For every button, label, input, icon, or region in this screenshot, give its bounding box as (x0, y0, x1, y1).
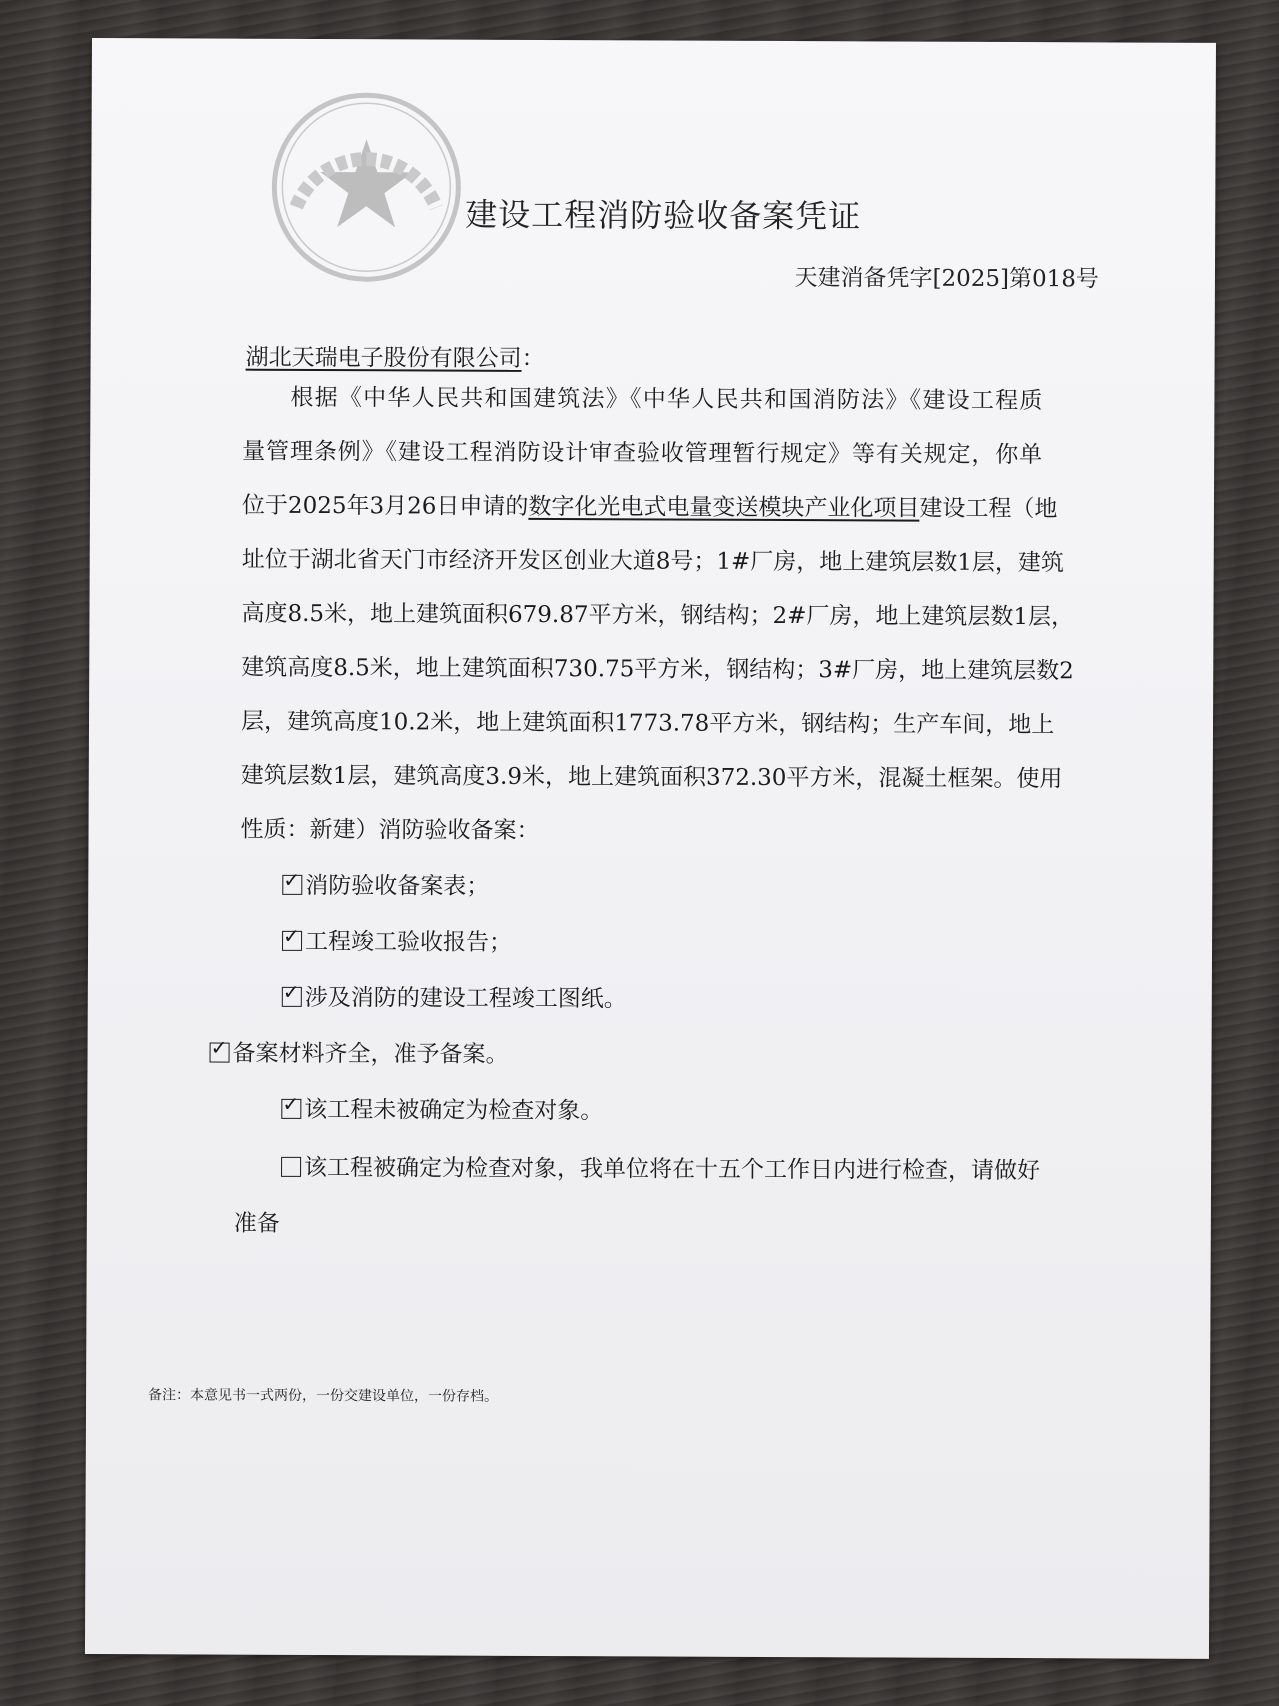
official-seal-star-icon (266, 87, 467, 288)
body-line-5: 高度8.5米，地上建筑面积679.87平方米，钢结构；2#厂房，地上建筑层数1层， (241, 600, 1075, 631)
checkbox-icon: ✓ (282, 875, 302, 895)
checklist-item-3: ✓ 涉及消防的建设工程竣工图纸。 (282, 979, 627, 1013)
checkbox-icon: ✓ (281, 1099, 301, 1119)
checkbox-icon: ✓ (282, 931, 302, 951)
body-line-8: 建筑层数1层，建筑高度3.9米，地上建筑面积372.30平方米，混凝土框架。使用 (240, 762, 1063, 793)
project-name: 数字化光电式电量变送模块产业化项目 (528, 493, 920, 522)
body-line-7: 层，建筑高度10.2米，地上建筑面积1773.78平方米，钢结构；生产车间，地上 (240, 708, 1055, 739)
checkbox-icon (281, 1157, 301, 1177)
body-line-9: 性质：新建）消防验收备案： (240, 816, 540, 844)
body-line-1: 根据《中华人民共和国建筑法》《中华人民共和国消防法》《建设工程质 (290, 384, 1043, 415)
document-number: 天建消备凭字[2025]第018号 (794, 265, 1100, 293)
addressee-colon: ： (521, 345, 545, 372)
addressee (246, 339, 545, 373)
decision-item: ✓ 备案材料齐全，准予备案。 (210, 1035, 509, 1068)
inspection-option-2: 该工程被确定为检查对象，我单位将在十五个工作日内进行检查，请做好 (281, 1149, 1040, 1185)
checklist-item-2: ✓ 工程竣工验收报告； (283, 923, 513, 956)
body-line-6: 建筑高度8.5米，地上建筑面积730.75平方米，钢结构；3#厂房，地上建筑层数2 (241, 654, 1074, 685)
body-line-3-suffix: 建设工程（地 (919, 495, 1058, 523)
body-line-4: 址位于湖北省天门市经济开发区创业大道8号；1#厂房，地上建筑层数1层，建筑 (241, 546, 1064, 577)
body-line-3 (241, 487, 1058, 523)
body-line-2: 量管理条例》《建设工程消防设计审查验收管理暂行规定》等有关规定，你单 (242, 438, 1043, 469)
document-paper (85, 38, 1216, 1659)
addressee-name: 湖北天瑞电子股份有限公司 (245, 344, 522, 372)
inspection-option-1: ✓ 该工程未被确定为检查对象。 (282, 1091, 604, 1125)
inspection-continuation: 准备 (233, 1210, 280, 1237)
checkbox-icon: ✓ (210, 1043, 230, 1063)
document-title: 建设工程消防验收备案凭证 (465, 195, 862, 236)
remark-note: 备注：本意见书一式两份，一份交建设单位，一份存档。 (148, 1387, 499, 1405)
checklist-item-1: ✓ 消防验收备案表； (283, 867, 490, 900)
checkbox-icon: ✓ (282, 987, 302, 1007)
body-line-3-prefix: 位于2025年3月26日申请的 (241, 492, 529, 520)
